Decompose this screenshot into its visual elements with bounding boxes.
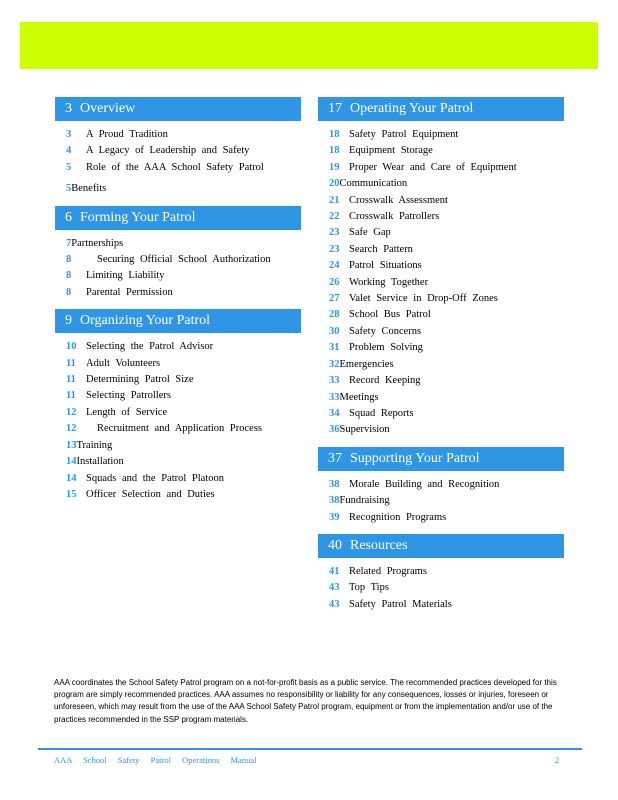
toc-entry-label: Search Pattern	[349, 243, 413, 255]
toc-entry-page: 33	[329, 375, 340, 387]
toc-entry-page: 32	[329, 358, 340, 370]
toc-entry[interactable]	[318, 477, 564, 493]
toc-entry-label: Limiting Liability	[86, 270, 165, 282]
toc-left-column	[55, 97, 301, 503]
toc-entry-page: 33	[329, 391, 340, 403]
toc-entry[interactable]	[318, 597, 564, 613]
toc-entry-label: Installation	[76, 456, 124, 468]
toc-entry-page: 20	[329, 178, 340, 190]
toc-entry-page: 8	[66, 270, 72, 282]
section-number: 17	[328, 101, 342, 116]
toc-entry-page: 11	[66, 374, 76, 386]
toc-entry-label: Determining Patrol Size	[86, 374, 194, 386]
toc-entry-page: 11	[66, 357, 76, 369]
toc-entry[interactable]	[55, 143, 301, 159]
section-number: 3	[65, 101, 72, 116]
toc-entry[interactable]	[318, 143, 564, 159]
toc-entry[interactable]	[55, 421, 301, 437]
toc-entry-label: Officer Selection and Duties	[86, 488, 215, 500]
toc-entry-label: Valet Service in Drop-Off Zones	[349, 293, 498, 305]
toc-entry[interactable]	[318, 307, 564, 323]
section-number: 6	[65, 209, 72, 225]
toc-entry[interactable]	[318, 324, 564, 340]
toc-entry-page: 30	[329, 325, 340, 337]
section-number: 9	[65, 313, 72, 329]
toc-entry[interactable]	[318, 580, 564, 596]
toc-entry-page: 8	[66, 286, 72, 298]
toc-entry[interactable]	[55, 236, 301, 252]
toc-entry-label: Safety Concerns	[349, 325, 422, 337]
toc-entry[interactable]	[318, 127, 564, 143]
toc-entry-label: Related Programs	[349, 565, 427, 577]
toc-entry[interactable]	[55, 438, 301, 454]
toc-entry[interactable]	[318, 291, 564, 307]
toc-entry-label: Problem Solving	[349, 342, 423, 354]
toc-entry-page: 11	[66, 390, 76, 402]
section-header[interactable]	[318, 534, 564, 558]
toc-entry[interactable]	[55, 268, 301, 284]
toc-entry-page: 41	[329, 565, 340, 577]
section-header[interactable]	[318, 447, 564, 471]
toc-entry[interactable]	[55, 339, 301, 355]
toc-entry[interactable]	[318, 422, 564, 438]
section-title: Forming Your Patrol	[80, 209, 196, 225]
toc-entry-label: Morale Building and Recognition	[349, 478, 500, 490]
toc-entry-label: A Legacy of Leadership and Safety	[86, 145, 250, 157]
toc-entry-label: Safe Gap	[349, 227, 391, 239]
toc-entry-label: Patrol Situations	[349, 260, 422, 272]
toc-entry-label: Communication	[339, 178, 408, 190]
toc-entry-page: 18	[329, 129, 340, 140]
toc-entry-page: 24	[329, 260, 340, 272]
toc-entry[interactable]	[55, 487, 301, 503]
section-gap	[55, 198, 301, 206]
toc-entry-page: 4	[66, 145, 72, 157]
toc-entry[interactable]	[318, 242, 564, 258]
toc-entry-page: 12	[66, 423, 77, 435]
toc-entry-label: Adult Volunteers	[86, 357, 161, 369]
header-banner	[20, 22, 598, 69]
toc-entry[interactable]	[318, 373, 564, 389]
toc-entry[interactable]	[55, 471, 301, 487]
toc-entry[interactable]	[55, 252, 301, 268]
toc-entry-label: Supervision	[339, 424, 390, 436]
toc-entry[interactable]	[318, 176, 564, 192]
toc-entry[interactable]	[55, 454, 301, 470]
toc-entry-label: Length of Service	[86, 406, 168, 418]
toc-entry-page: 34	[329, 407, 340, 419]
toc-entry[interactable]	[318, 258, 564, 274]
toc-entry[interactable]	[318, 493, 564, 509]
toc-entry-label: A Proud Tradition	[86, 129, 168, 140]
footer-title: AAA School Safety Patrol Operations Manual	[54, 755, 257, 765]
disclaimer-text: AAA coordinates the School Safety Patrol program on a not-for-profit basis as a public service. The recommended practices developed for this program are simply recommended practices. AAA assumes no responsibility or liability for any consequences, losses or injuries, foreseen or unforeseen, which may result from the use of the AAA School Safety Patrol program, equipment or from the implementation and/or use of the practices recommended in the SSP program materials.	[54, 678, 557, 724]
toc-entry-label: Training	[76, 439, 113, 451]
toc-entry-page: 36	[329, 424, 340, 436]
toc-entry-page: 13	[66, 439, 77, 451]
toc-entry-page: 5	[66, 183, 72, 195]
toc-entry[interactable]	[55, 405, 301, 421]
section-header[interactable]	[55, 97, 301, 121]
section-number: 37	[328, 450, 342, 466]
toc-entry-label: Role of the AAA School Safety Patrol	[86, 161, 264, 173]
toc-entry[interactable]	[318, 564, 564, 580]
toc-entry-page: 26	[329, 276, 340, 288]
toc-entry-page: 38	[329, 495, 340, 507]
toc-entry[interactable]	[318, 225, 564, 241]
toc-entry-label: Safety Patrol Materials	[349, 598, 452, 610]
toc-entry[interactable]	[318, 275, 564, 291]
section-title: Operating Your Patrol	[350, 101, 474, 116]
toc-entry-label: Securing Official School Authorization	[97, 254, 271, 266]
toc-right-column	[318, 97, 564, 613]
toc-entry-page: 27	[329, 293, 340, 305]
toc-entry-label: Recruitment and Application Process	[97, 423, 263, 435]
toc-entry-page: 19	[329, 161, 340, 173]
toc-entry[interactable]	[55, 127, 301, 143]
section-number: 40	[328, 537, 342, 553]
toc-entry-page: 21	[329, 194, 340, 206]
toc-entry-label: Crosswalk Assessment	[349, 194, 448, 206]
toc-entry[interactable]	[55, 388, 301, 404]
toc-entry-label: Equipment Storage	[349, 145, 433, 157]
toc-entry-page: 18	[329, 145, 340, 157]
toc-entry-label: Top Tips	[349, 582, 389, 594]
toc-entry[interactable]	[318, 406, 564, 422]
toc-entry-label: Emergencies	[339, 358, 394, 370]
section-header[interactable]	[55, 309, 301, 333]
toc-entry-label: Proper Wear and Care of Equipment	[349, 161, 517, 173]
toc-entry-page: 39	[329, 511, 340, 523]
toc-entry[interactable]	[55, 372, 301, 388]
toc-entry-page: 3	[66, 129, 72, 140]
toc-entry-label: Working Together	[349, 276, 429, 288]
toc-entry-label: School Bus Patrol	[349, 309, 431, 321]
toc-entry-page: 5	[66, 161, 72, 173]
section-header[interactable]	[318, 97, 564, 121]
toc-entry[interactable]	[318, 510, 564, 526]
toc-entry-label: Record Keeping	[349, 375, 421, 387]
toc-entry-label: Squad Reports	[349, 407, 414, 419]
toc-entry[interactable]	[55, 356, 301, 372]
toc-entry[interactable]	[318, 390, 564, 406]
toc-entry-label: Parental Permission	[86, 286, 173, 298]
toc-entry-label: Safety Patrol Equipment	[349, 129, 459, 140]
toc-entry[interactable]	[318, 160, 564, 176]
toc-entry-page: 15	[66, 488, 77, 500]
toc-entry-page: 23	[329, 243, 340, 255]
section-gap	[318, 526, 564, 534]
toc-entry-page: 14	[66, 472, 77, 484]
section-title: Supporting Your Patrol	[350, 450, 480, 466]
footer-rule	[38, 748, 582, 750]
toc-entry-page: 14	[66, 456, 77, 468]
toc-entry[interactable]	[55, 285, 301, 301]
section-gap	[55, 301, 301, 309]
toc-entry-label: Meetings	[339, 391, 379, 403]
toc-entry-page: 8	[66, 254, 72, 266]
toc-entry[interactable]	[318, 193, 564, 209]
toc-entry-page: 23	[329, 227, 340, 239]
toc-entry-page: 12	[66, 406, 77, 418]
toc-entry[interactable]	[318, 340, 564, 356]
toc-entry-label: Selecting the Patrol Advisor	[86, 341, 214, 353]
section-gap	[318, 439, 564, 447]
toc-entry-page: 28	[329, 309, 340, 321]
toc-entry-label: Selecting Patrollers	[86, 390, 171, 402]
toc-entry-label: Recognition Programs	[349, 511, 447, 523]
toc-entry[interactable]	[318, 209, 564, 225]
section-title: Overview	[80, 101, 136, 116]
toc-entry[interactable]	[318, 357, 564, 373]
toc-entry-label: Crosswalk Patrollers	[349, 211, 440, 223]
toc-entry-page: 31	[329, 342, 340, 354]
toc-entry-label: Squads and the Patrol Platoon	[86, 472, 224, 484]
toc-entry-label: Partnerships	[71, 237, 124, 249]
toc-entry-page: 7	[66, 237, 72, 249]
section-header[interactable]	[55, 206, 301, 230]
toc-entry-label: Benefits	[71, 183, 107, 195]
toc-entry-page: 22	[329, 211, 340, 223]
toc-entry-page: 43	[329, 598, 340, 610]
toc-entry[interactable]	[55, 160, 301, 176]
toc-entry[interactable]	[55, 181, 301, 197]
toc-entry-label: Fundraising	[339, 495, 390, 507]
footer-page-number: 2	[555, 755, 560, 765]
section-title: Organizing Your Patrol	[80, 313, 211, 329]
toc-entry-page: 43	[329, 582, 340, 594]
toc-entry-page: 10	[66, 341, 77, 353]
toc-entry-page: 38	[329, 478, 340, 490]
section-title: Resources	[350, 537, 408, 553]
